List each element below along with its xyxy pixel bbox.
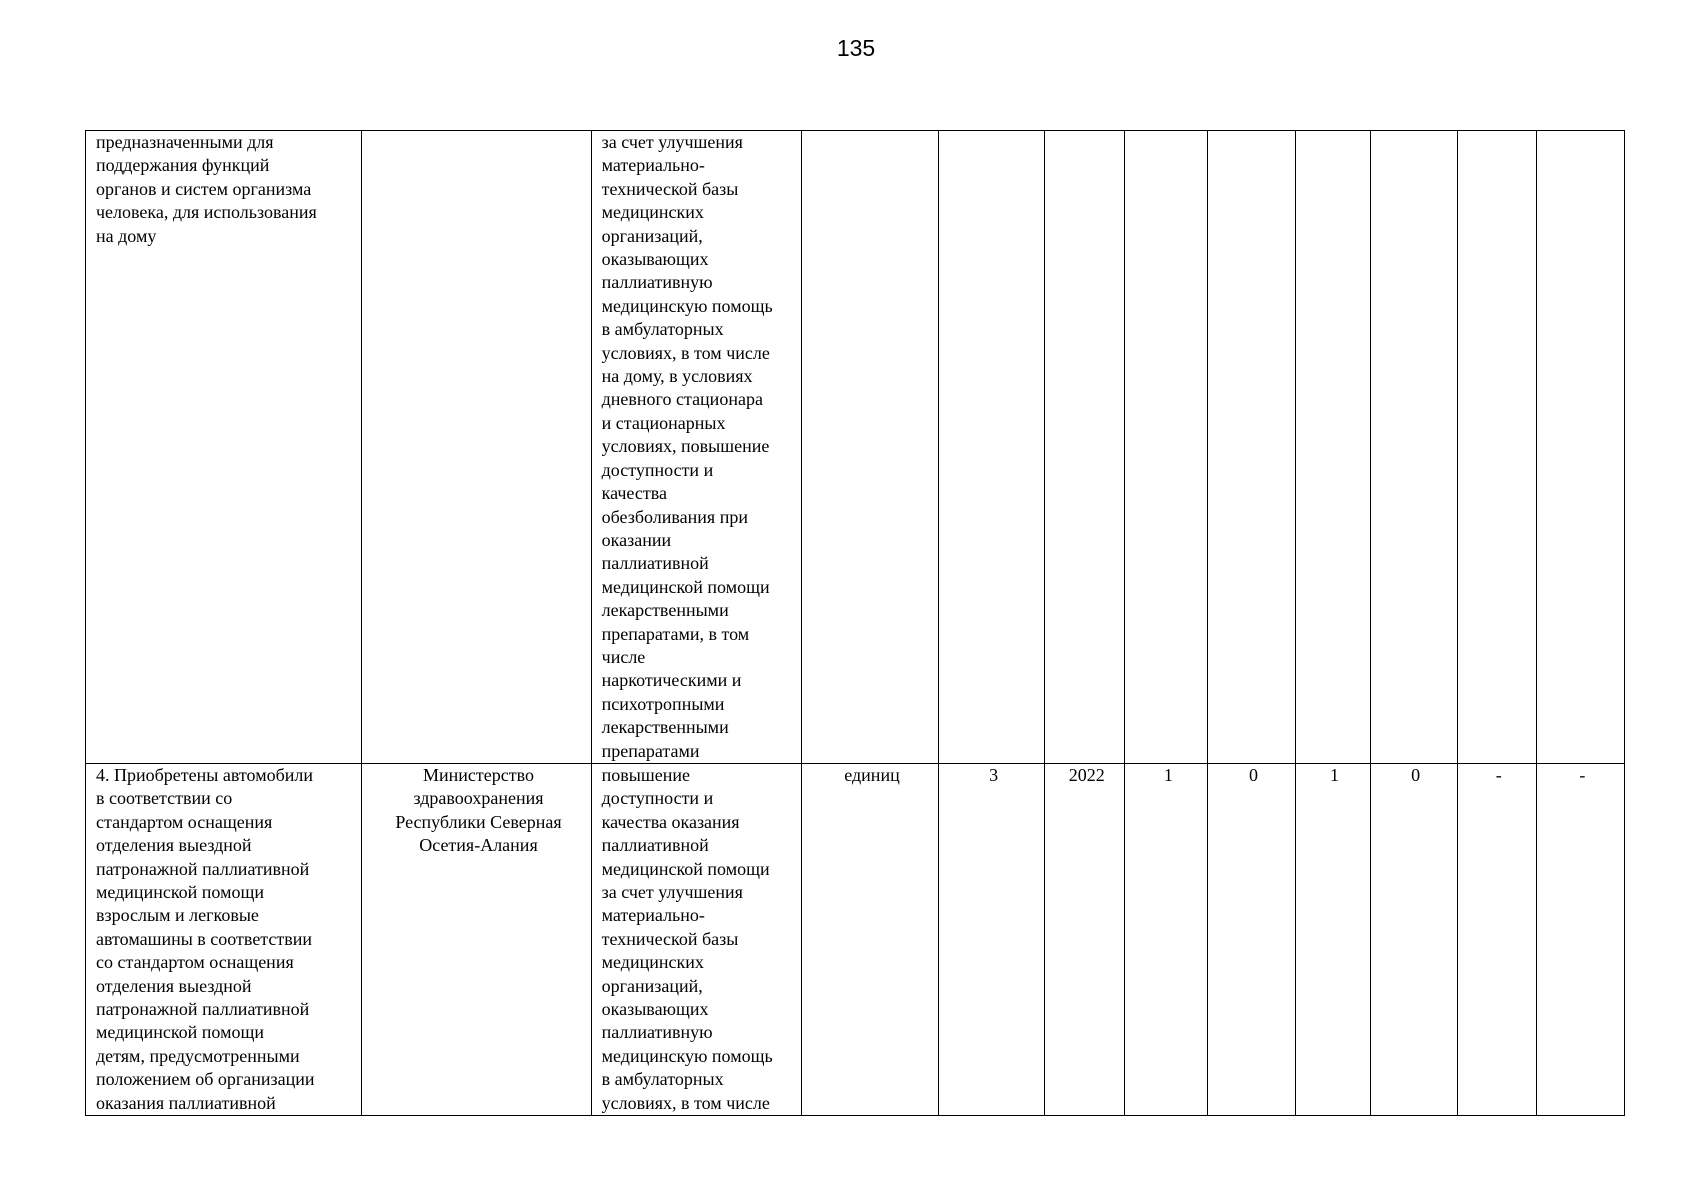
cell-value bbox=[1457, 131, 1536, 764]
cell-value bbox=[1208, 131, 1295, 764]
cell-base-year: 2022 bbox=[1045, 763, 1125, 1115]
cell-base-value bbox=[939, 131, 1045, 764]
cell-unit bbox=[801, 131, 938, 764]
table-row bbox=[86, 763, 1625, 1115]
cell-value bbox=[1295, 131, 1370, 764]
cell-outcome-characteristic: за счет улучшения материально- технической базы медицинских организаций, оказывающих паллиативную медицинскую помощь в амбулаторных условиях, в том числе на дому, в условиях дневного стационара и стационарных условиях, повышение доступности и качества обезболивания при оказании паллиативной медицинской помощи лекарственными препаратами, в том числе наркотическими и психотропными лекарственными препаратами bbox=[591, 131, 801, 764]
cell-value: 0 bbox=[1208, 763, 1295, 1115]
cell-responsible bbox=[362, 131, 591, 764]
cell-result-description: 4. Приобретены автомобили в соответствии со стандартом оснащения отделения выездной патронажной паллиативной медицинской помощи взрослым и легковые автомашины в соответствии со стандартом оснащения отделения выездной патронажной паллиативной медицинской помощи детям, предусмотренными положением об организации оказания паллиативной bbox=[86, 763, 362, 1115]
cell-base-value: 3 bbox=[939, 763, 1045, 1115]
cell-value bbox=[1536, 131, 1624, 764]
document-table bbox=[85, 130, 1625, 1116]
table-row bbox=[86, 131, 1625, 764]
cell-result-description: предназначенными для поддержания функций органов и систем организма человека, для использования на дому bbox=[86, 131, 362, 764]
cell-value: - bbox=[1457, 763, 1536, 1115]
page-number: 135 bbox=[836, 35, 876, 61]
cell-base-year bbox=[1045, 131, 1125, 764]
cell-value: - bbox=[1536, 763, 1624, 1115]
cell-value bbox=[1370, 131, 1457, 764]
cell-unit: единиц bbox=[801, 763, 938, 1115]
cell-outcome-characteristic: повышение доступности и качества оказания паллиативной медицинской помощи за счет улучшения материально- технической базы медицинских организаций, оказывающих паллиативную медицинскую помощь в амбулаторных условиях, в том числе bbox=[591, 763, 801, 1115]
cell-responsible: Министерство здравоохранения Республики Северная Осетия-Алания bbox=[362, 763, 591, 1115]
cell-value bbox=[1125, 131, 1208, 764]
cell-value: 1 bbox=[1295, 763, 1370, 1115]
cell-value: 0 bbox=[1370, 763, 1457, 1115]
cell-value: 1 bbox=[1125, 763, 1208, 1115]
